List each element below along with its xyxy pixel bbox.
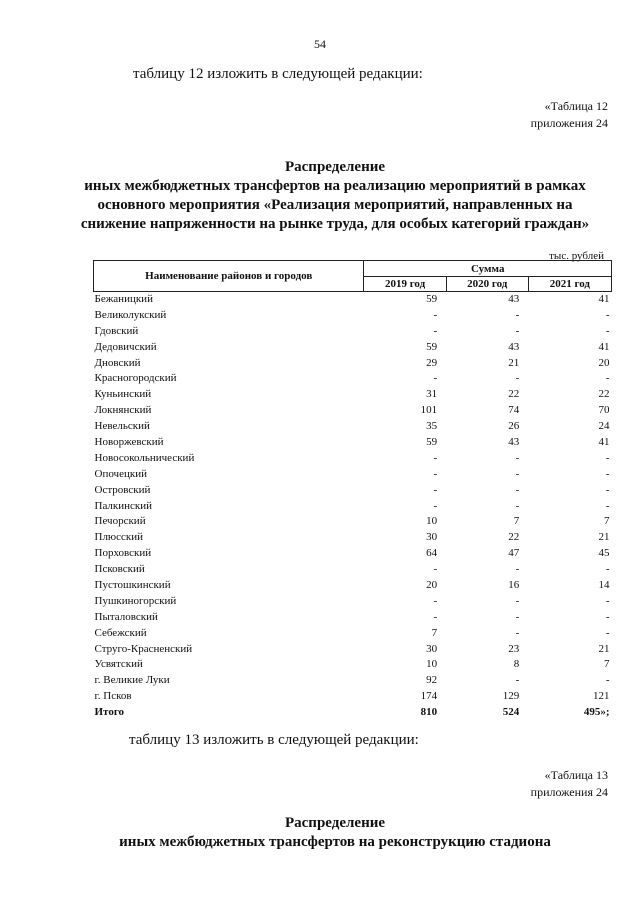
value-2021: 7 (604, 658, 610, 671)
value-2019: - (433, 451, 438, 464)
header-year-2020: 2020 год (446, 277, 528, 292)
value-2021: - (605, 594, 610, 607)
value-2021: - (605, 610, 610, 623)
value-2020: - (515, 674, 520, 687)
value-2020: 21 (508, 356, 520, 369)
value-2021: 20 (598, 356, 610, 369)
value-2021: 45 (598, 547, 610, 560)
value-2021: 22 (598, 388, 610, 401)
value-2021: 70 (598, 404, 610, 417)
value-2019: 7 (431, 626, 438, 639)
value-2020: - (515, 610, 520, 623)
row-name: Бежаницкий (94, 293, 153, 305)
table-row (94, 324, 612, 340)
table-12-title-line4: снижение напряженности на рынке труда, для особых категорий граждан» (80, 216, 590, 232)
value-2021: 14 (598, 579, 610, 592)
value-2019: 30 (426, 642, 438, 655)
value-2021: - (605, 372, 610, 385)
value-2019: - (433, 324, 438, 337)
value-2021: - (605, 451, 610, 464)
value-2021: 21 (598, 531, 610, 544)
total-row (94, 705, 612, 721)
row-name: Красногородский (94, 372, 177, 385)
table-row (94, 435, 612, 451)
row-name: Плюсский (94, 531, 144, 544)
table-row (94, 292, 612, 308)
row-name: г. Великие Луки (94, 674, 170, 687)
value-2021: - (605, 674, 610, 687)
value-2020: 22 (508, 531, 520, 544)
table-12-title (60, 158, 610, 234)
value-2021: 41 (598, 293, 610, 305)
value-2021: - (605, 324, 610, 337)
table-row (94, 657, 612, 673)
units-label: тыс. рублей (549, 250, 604, 262)
value-2020: - (515, 372, 520, 385)
table-row (94, 451, 612, 467)
value-2021: - (605, 467, 610, 480)
total-2020: 524 (502, 706, 520, 719)
value-2019: 59 (426, 293, 438, 305)
table-row (94, 499, 612, 515)
row-name: Невельский (94, 420, 150, 433)
intro-table-12: таблицу 12 изложить в следующей редакции: (133, 66, 423, 82)
table-row (94, 308, 612, 324)
value-2020: 8 (513, 658, 520, 671)
value-2019: - (433, 499, 438, 512)
value-2020: 129 (502, 690, 520, 703)
value-2020: 43 (508, 436, 520, 449)
value-2019: - (433, 594, 438, 607)
table-row (94, 340, 612, 356)
table-row (94, 626, 612, 642)
value-2021: - (605, 483, 610, 496)
table-row (94, 371, 612, 387)
row-name: Дедовичский (94, 340, 157, 353)
header-year-2019: 2019 год (364, 277, 446, 292)
row-name: Великолукский (94, 308, 167, 321)
table-12-ref-line1: «Таблица 12 (544, 99, 608, 113)
table-row (94, 387, 612, 403)
row-name: Опочецкий (94, 467, 147, 480)
value-2020: - (515, 467, 520, 480)
header-year-2021: 2021 год (528, 277, 611, 292)
row-name: г. Псков (94, 690, 132, 703)
value-2020: 47 (508, 547, 520, 560)
table-12-title-line3: основного мероприятия «Реализация мероприятий, направленных на (97, 197, 573, 213)
row-name: Пушкиногорский (94, 594, 177, 607)
value-2021: 21 (598, 642, 610, 655)
row-name: Струго-Красненский (94, 642, 193, 655)
table-13-title-line1: Распределение (284, 815, 386, 831)
row-name: Новоржевский (94, 436, 164, 449)
table-row (94, 546, 612, 562)
value-2021: 41 (598, 436, 610, 449)
row-name: Себежский (94, 626, 147, 639)
table-row (94, 483, 612, 499)
row-name: Печорский (94, 515, 146, 528)
value-2020: - (515, 626, 520, 639)
row-name: Порховский (94, 547, 152, 560)
table-row (94, 530, 612, 546)
table-13-title (60, 814, 610, 852)
value-2020: - (515, 324, 520, 337)
value-2019: - (433, 372, 438, 385)
value-2019: 174 (420, 690, 438, 703)
value-2020: 16 (508, 579, 520, 592)
value-2021: 7 (604, 515, 610, 528)
row-name: Островский (94, 483, 151, 496)
value-2021: 41 (598, 340, 610, 353)
value-2020: - (515, 308, 520, 321)
value-2020: 22 (508, 388, 520, 401)
header-sum: Сумма (364, 261, 612, 277)
table-12-title-line2: иных межбюджетных трансфертов на реализацию мероприятий в рамках (84, 178, 586, 194)
value-2019: 31 (426, 388, 438, 401)
value-2021: - (605, 626, 610, 639)
value-2019: - (433, 467, 438, 480)
table-row (94, 642, 612, 658)
row-name: Усвятский (94, 658, 143, 671)
row-name: Палкинский (94, 499, 153, 512)
value-2021: - (605, 499, 610, 512)
value-2021: - (605, 563, 610, 576)
total-2021: 495»; (583, 706, 610, 719)
row-name: Дновский (94, 356, 141, 369)
value-2021: - (605, 308, 610, 321)
value-2019: 20 (426, 579, 438, 592)
table-13-ref-line2: приложения 24 (530, 785, 608, 799)
intro-table-13: таблицу 13 изложить в следующей редакции: (129, 732, 419, 748)
value-2020: 7 (513, 515, 520, 528)
value-2019: 59 (426, 436, 438, 449)
value-2019: 10 (426, 658, 438, 671)
value-2019: - (433, 308, 438, 321)
page-number: 54 (314, 37, 326, 51)
value-2019: 92 (426, 674, 438, 687)
table-12-title-line1: Распределение (284, 159, 386, 175)
value-2019: 35 (426, 420, 438, 433)
value-2021: 24 (598, 420, 610, 433)
value-2020: - (515, 483, 520, 496)
value-2020: 74 (508, 404, 520, 417)
table-row (94, 610, 612, 626)
value-2019: 29 (426, 356, 438, 369)
value-2019: 64 (426, 547, 438, 560)
table-row (94, 673, 612, 689)
value-2020: - (515, 594, 520, 607)
row-name: Пыталовский (94, 610, 158, 623)
value-2020: - (515, 451, 520, 464)
value-2020: 26 (508, 420, 520, 433)
total-label: Итого (94, 706, 125, 719)
table-12-reference (531, 98, 608, 132)
value-2019: 10 (426, 515, 438, 528)
value-2020: 43 (508, 293, 520, 305)
row-name: Пустошкинский (94, 579, 171, 592)
table-row (94, 514, 612, 530)
table-row (94, 419, 612, 435)
value-2020: 43 (508, 340, 520, 353)
value-2020: 23 (508, 642, 520, 655)
value-2021: 121 (593, 690, 610, 703)
value-2020: - (515, 563, 520, 576)
value-2019: - (433, 563, 438, 576)
total-2019: 810 (420, 706, 438, 719)
header-district-name: Наименование районов и городов (94, 261, 364, 292)
table-row (94, 562, 612, 578)
row-name: Новосокольнический (94, 451, 195, 464)
table-row (94, 356, 612, 372)
row-name: Псковский (94, 563, 145, 576)
table-13-title-line2: иных межбюджетных трансфертов на реконструкцию стадиона (119, 834, 551, 850)
row-name: Куньинский (94, 388, 152, 401)
value-2019: 30 (426, 531, 438, 544)
table-12-ref-line2: приложения 24 (530, 116, 608, 130)
value-2019: 101 (420, 404, 438, 417)
row-name: Гдовский (94, 324, 139, 337)
table-13-reference (531, 767, 608, 801)
table-row (94, 403, 612, 419)
value-2019: - (433, 610, 438, 623)
distribution-table (93, 260, 612, 721)
row-name: Локнянский (94, 404, 152, 417)
table-row (94, 578, 612, 594)
table-row (94, 594, 612, 610)
table-row (94, 689, 612, 705)
table-row (94, 467, 612, 483)
value-2019: 59 (426, 340, 438, 353)
value-2019: - (433, 483, 438, 496)
table-13-ref-line1: «Таблица 13 (544, 768, 608, 782)
value-2020: - (515, 499, 520, 512)
